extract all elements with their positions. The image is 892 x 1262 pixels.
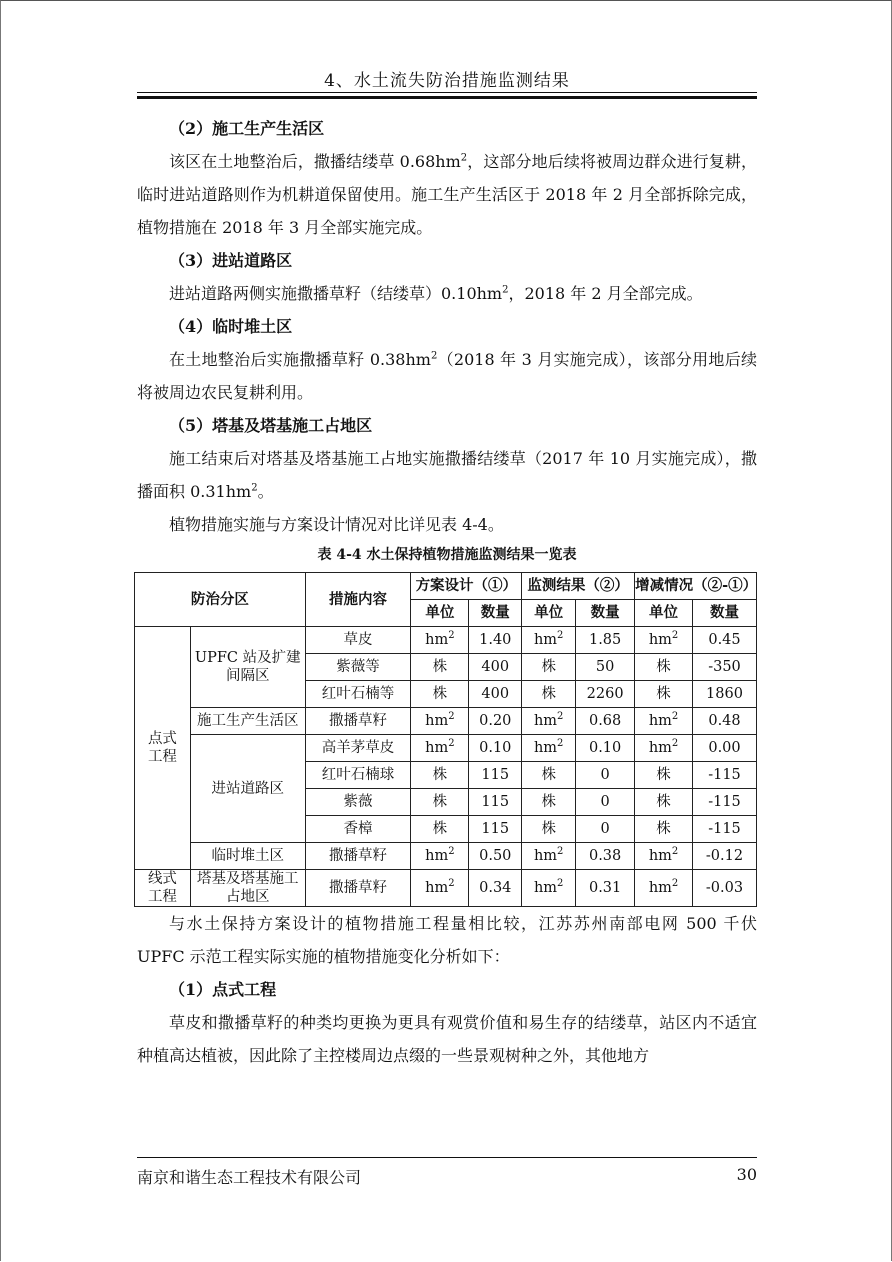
unit-cell: 株	[522, 681, 576, 708]
unit-cell: $hm^2$	[635, 627, 693, 654]
value-cell: 50	[576, 654, 635, 681]
measure-cell: 紫薇	[305, 789, 411, 816]
value-cell: 1860	[693, 681, 757, 708]
table-row	[135, 735, 757, 762]
unit-cell: $hm^2$	[411, 843, 469, 870]
value-cell: 2260	[576, 681, 635, 708]
paragraph: 进站道路两侧实施撒播草籽（结缕草）$0.10hm^2$，2018 年 2 月全部完成。	[169, 284, 703, 303]
header-unit: 单位	[635, 600, 693, 627]
unit-cell: $hm^2$	[411, 735, 469, 762]
value-cell: 0.50	[469, 843, 522, 870]
unit-cell: $hm^2$	[522, 843, 576, 870]
value-cell: 400	[469, 681, 522, 708]
header-plan: 方案设计（①）	[411, 573, 522, 600]
header-qty: 数量	[576, 600, 635, 627]
header-rule-thick	[137, 96, 757, 99]
section-heading: （1）点式工程	[169, 980, 277, 999]
unit-cell: 株	[411, 681, 469, 708]
unit-cell: $hm^2$	[522, 735, 576, 762]
value-cell: 0	[576, 816, 635, 843]
value-cell: 0.68	[576, 708, 635, 735]
zone-cell: 施工生产生活区	[190, 708, 305, 735]
group-cell: 线式 工程	[135, 870, 191, 907]
value-cell: 0.45	[693, 627, 757, 654]
zone-cell: 临时堆土区	[190, 843, 305, 870]
unit-cell: 株	[522, 789, 576, 816]
unit-cell: 株	[522, 654, 576, 681]
value-cell: -115	[693, 762, 757, 789]
value-cell: 0.31	[576, 870, 635, 907]
unit-cell: 株	[411, 654, 469, 681]
unit-cell: $hm^2$	[635, 843, 693, 870]
value-cell: 0	[576, 789, 635, 816]
value-cell: 0.20	[469, 708, 522, 735]
value-cell: 0.00	[693, 735, 757, 762]
page-header: 4、水土流失防治措施监测结果	[324, 71, 570, 91]
group-cell: 点式 工程	[135, 627, 191, 870]
unit-cell: 株	[635, 789, 693, 816]
zone-cell: UPFC 站及扩建 间隔区	[190, 627, 305, 708]
measure-cell: 高羊茅草皮	[305, 735, 411, 762]
table-row	[135, 843, 757, 870]
value-cell: 115	[469, 762, 522, 789]
unit-cell: $hm^2$	[411, 627, 469, 654]
value-cell: -350	[693, 654, 757, 681]
table-caption: 表 4-4 水土保持植物措施监测结果一览表	[317, 547, 577, 563]
header-monitor: 监测结果（②）	[522, 573, 635, 600]
measure-cell: 红叶石楠等	[305, 681, 411, 708]
unit-cell: $hm^2$	[635, 708, 693, 735]
unit-cell: $hm^2$	[411, 708, 469, 735]
unit-cell: 株	[635, 654, 693, 681]
footer-rule	[137, 1157, 757, 1158]
header-qty: 数量	[693, 600, 757, 627]
unit-cell: 株	[411, 762, 469, 789]
section-heading: （5）塔基及塔基施工占地区	[169, 416, 373, 435]
unit-cell: $hm^2$	[635, 735, 693, 762]
unit-cell: 株	[522, 762, 576, 789]
measure-cell: 撒播草籽	[305, 708, 411, 735]
value-cell: 0.10	[469, 735, 522, 762]
unit-cell: 株	[411, 816, 469, 843]
unit-cell: 株	[635, 681, 693, 708]
value-cell: 0.38	[576, 843, 635, 870]
unit-cell: 株	[411, 789, 469, 816]
value-cell: 0.48	[693, 708, 757, 735]
paragraph: 与水土保持方案设计的植物措施工程量相比较，江苏苏州南部电网 500 千伏 UPFC 示范工程实际实施的植物措施变化分析如下：	[137, 914, 757, 966]
value-cell: 400	[469, 654, 522, 681]
paragraph: 草皮和撒播草籽的种类均更换为更具有观赏价值和易生存的结缕草，站区内不适宜种植高达植被，因此除了主控楼周边点缀的一些景观树种之外，其他地方	[137, 1013, 757, 1065]
unit-cell: $hm^2$	[411, 870, 469, 907]
value-cell: 0	[576, 762, 635, 789]
value-cell: 115	[469, 816, 522, 843]
header-unit: 单位	[522, 600, 576, 627]
value-cell: 0.34	[469, 870, 522, 907]
section-heading: （2）施工生产生活区	[169, 119, 325, 138]
table-row	[135, 708, 757, 735]
unit-cell: $hm^2$	[522, 627, 576, 654]
zone-cell: 塔基及塔基施工 占地区	[190, 870, 305, 907]
value-cell: 1.40	[469, 627, 522, 654]
header-rule-thin	[137, 92, 757, 93]
paragraph: 该区在土地整治后，撒播结缕草 $0.68hm^2$，这部分地后续将被周边群众进行复耕，临时进站道路则作为机耕道保留使用。施工生产生活区于 2018 年 2 月全部拆除完成，植物措施在 2018 年 3 月全部实施完成。	[137, 152, 757, 237]
value-cell: -0.12	[693, 843, 757, 870]
paragraph: 施工结束后对塔基及塔基施工占地实施撒播结缕草（2017 年 10 月实施完成），撒播面积 $0.31hm^2$。	[137, 449, 757, 501]
footer-company: 南京和谐生态工程技术有限公司	[137, 1168, 362, 1187]
table-row	[135, 627, 757, 654]
unit-cell: $hm^2$	[522, 708, 576, 735]
header-unit: 单位	[411, 600, 469, 627]
page-content	[137, 112, 757, 1072]
paragraph: 植物措施实施与方案设计情况对比详见表 4-4。	[169, 515, 504, 534]
header-zone: 防治分区	[135, 573, 306, 627]
measure-cell: 紫薇等	[305, 654, 411, 681]
monitoring-table	[134, 572, 757, 907]
measure-cell: 撒播草籽	[305, 870, 411, 907]
unit-cell: 株	[522, 816, 576, 843]
value-cell: -115	[693, 816, 757, 843]
value-cell: 0.10	[576, 735, 635, 762]
unit-cell: 株	[635, 816, 693, 843]
header-change: 增减情况（②-①）	[635, 573, 757, 600]
section-heading: （4）临时堆土区	[169, 317, 293, 336]
value-cell: 1.85	[576, 627, 635, 654]
value-cell: -115	[693, 789, 757, 816]
header-measure: 措施内容	[305, 573, 411, 627]
zone-cell: 进站道路区	[190, 735, 305, 843]
table-row	[135, 870, 757, 907]
measure-cell: 撒播草籽	[305, 843, 411, 870]
value-cell: -0.03	[693, 870, 757, 907]
paragraph: 在土地整治后实施撒播草籽 $0.38hm^2(2018$ 年 3 月实施完成），该部分用地后续将被周边农民复耕利用。	[137, 350, 757, 402]
page-number: 30	[736, 1165, 757, 1184]
section-heading: （3）进站道路区	[169, 251, 293, 270]
unit-cell: 株	[635, 762, 693, 789]
measure-cell: 红叶石楠球	[305, 762, 411, 789]
value-cell: 115	[469, 789, 522, 816]
measure-cell: 草皮	[305, 627, 411, 654]
header-qty: 数量	[469, 600, 522, 627]
unit-cell: $hm^2$	[635, 870, 693, 907]
unit-cell: $hm^2$	[522, 870, 576, 907]
measure-cell: 香樟	[305, 816, 411, 843]
